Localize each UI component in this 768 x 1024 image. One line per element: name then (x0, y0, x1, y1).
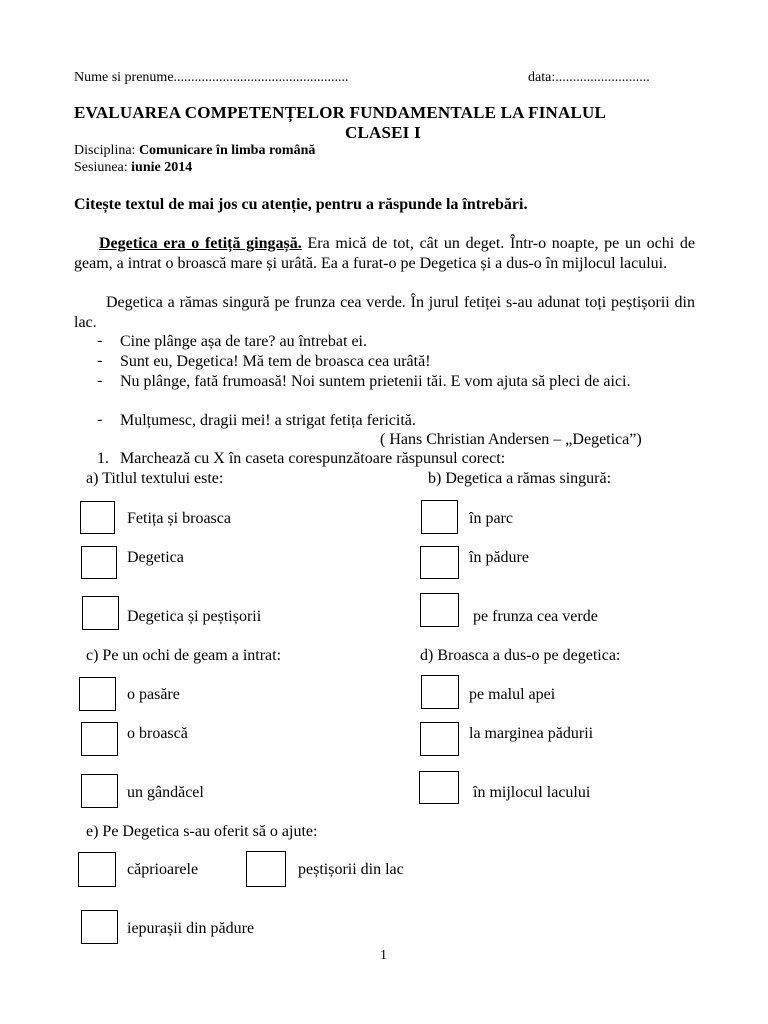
dialogue-dash: - (97, 372, 103, 389)
story-paragraph-1-rest: Era mică de tot, cât un deget. Într-o noapte, pe un ochi de geam, a intrat o broască mare și urâtă. Ea a furat-o pe Degetica și a dus-o în mijlocul lacului. (74, 235, 696, 272)
dialogue-line-2: Sunt eu, Degetica! Mă tem de broasca cea urâtă! (120, 353, 431, 370)
dialogue-line-4: Mulțumesc, dragii mei! a strigat fetița fericită. (120, 412, 416, 429)
question-e-label: e) Pe Degetica s-au oferit să o ajute: (86, 823, 318, 840)
option-a-2: Degetica (127, 549, 184, 566)
name-field (74, 70, 349, 86)
option-b-1: în parc (469, 510, 513, 527)
dialogue-line-1: Cine plânge așa de tare? au întrebat ei. (120, 333, 367, 350)
story-first-sentence: Degetica era o fetiță gingașă. (99, 235, 302, 252)
checkbox-c-3[interactable] (81, 774, 118, 808)
option-c-3: un gândăcel (127, 784, 204, 801)
discipline-value: Comunicare în limba română (138, 143, 316, 158)
checkbox-a-2[interactable] (81, 546, 117, 579)
question-c-label: c) Pe un ochi de geam a intrat: (86, 647, 282, 664)
option-d-2: la marginea pădurii (469, 725, 594, 742)
option-e-3: iepurașii din pădure (127, 920, 255, 937)
checkbox-b-3[interactable] (420, 593, 459, 627)
checkbox-c-2[interactable] (81, 722, 118, 756)
date-field (528, 70, 650, 86)
dialogue-line-3: Nu plânge, fată frumoasă! Noi suntem prietenii tăi. E vom ajuta să pleci de aici. (120, 373, 631, 390)
title-line-2: CLASEI I (345, 123, 421, 142)
checkbox-d-3[interactable] (419, 771, 459, 804)
dialogue-dash: - (97, 411, 103, 428)
checkbox-d-2[interactable] (420, 722, 459, 756)
question-b-label: b) Degetica a rămas singură: (428, 470, 612, 487)
option-e-2: peștișorii din lac (298, 861, 404, 878)
option-b-2: în pădure (469, 549, 529, 566)
option-e-1: căprioarele (127, 861, 199, 878)
option-d-3: în mijlocul lacului (473, 784, 591, 801)
story-citation: ( Hans Christian Andersen – „Degetica”) (380, 431, 642, 448)
option-a-1: Fetița și broasca (127, 510, 231, 527)
checkbox-e-2[interactable] (246, 851, 286, 887)
session-line (74, 160, 192, 176)
date-dots: :........................... (551, 70, 650, 85)
story-paragraph-1 (74, 234, 695, 273)
question-d-label: d) Broasca a dus-o pe degetica: (420, 647, 621, 664)
option-d-1: pe malul apei (469, 686, 556, 703)
checkbox-b-2[interactable] (420, 546, 459, 579)
checkbox-c-1[interactable] (79, 677, 116, 711)
checkbox-e-1[interactable] (78, 852, 116, 887)
checkbox-d-1[interactable] (421, 675, 459, 709)
checkbox-e-3[interactable] (81, 910, 118, 944)
discipline-line (74, 143, 315, 159)
session-label: Sesiunea: (74, 160, 128, 175)
reading-instruction: Citește textul de mai jos cu atenție, pentru a răspunde la întrebări. (74, 196, 528, 213)
option-b-3: pe frunza cea verde (473, 608, 598, 625)
discipline-label: Disciplina: (74, 143, 136, 158)
story-paragraph-2: Degetica a rămas singură pe frunza cea verde. În jurul fetiței s-au adunat toți peștișorii din lac. (74, 294, 695, 331)
dialogue-dash: - (97, 332, 103, 349)
question-number: 1. (97, 450, 109, 467)
option-c-1: o pasăre (127, 686, 180, 703)
option-a-3: Degetica și peștișorii (127, 608, 262, 625)
page-number: 1 (380, 948, 387, 963)
dialogue-dash: - (97, 352, 103, 369)
title-line-1: EVALUAREA COMPETENȚELOR FUNDAMENTALE LA FINALUL (74, 103, 607, 122)
checkbox-a-3[interactable] (82, 596, 119, 630)
question-prompt: Marchează cu X în caseta corespunzătoare răspunsul corect: (120, 450, 506, 467)
question-a-label: a) Titlul textului este: (86, 470, 224, 487)
session-value: iunie 2014 (131, 160, 193, 175)
date-label: data (528, 70, 552, 85)
option-c-2: o broască (127, 725, 188, 742)
checkbox-a-1[interactable] (80, 501, 115, 534)
name-dots: .................................................. (173, 70, 349, 85)
checkbox-b-1[interactable] (421, 500, 458, 534)
name-label: Nume si prenume (74, 70, 174, 85)
